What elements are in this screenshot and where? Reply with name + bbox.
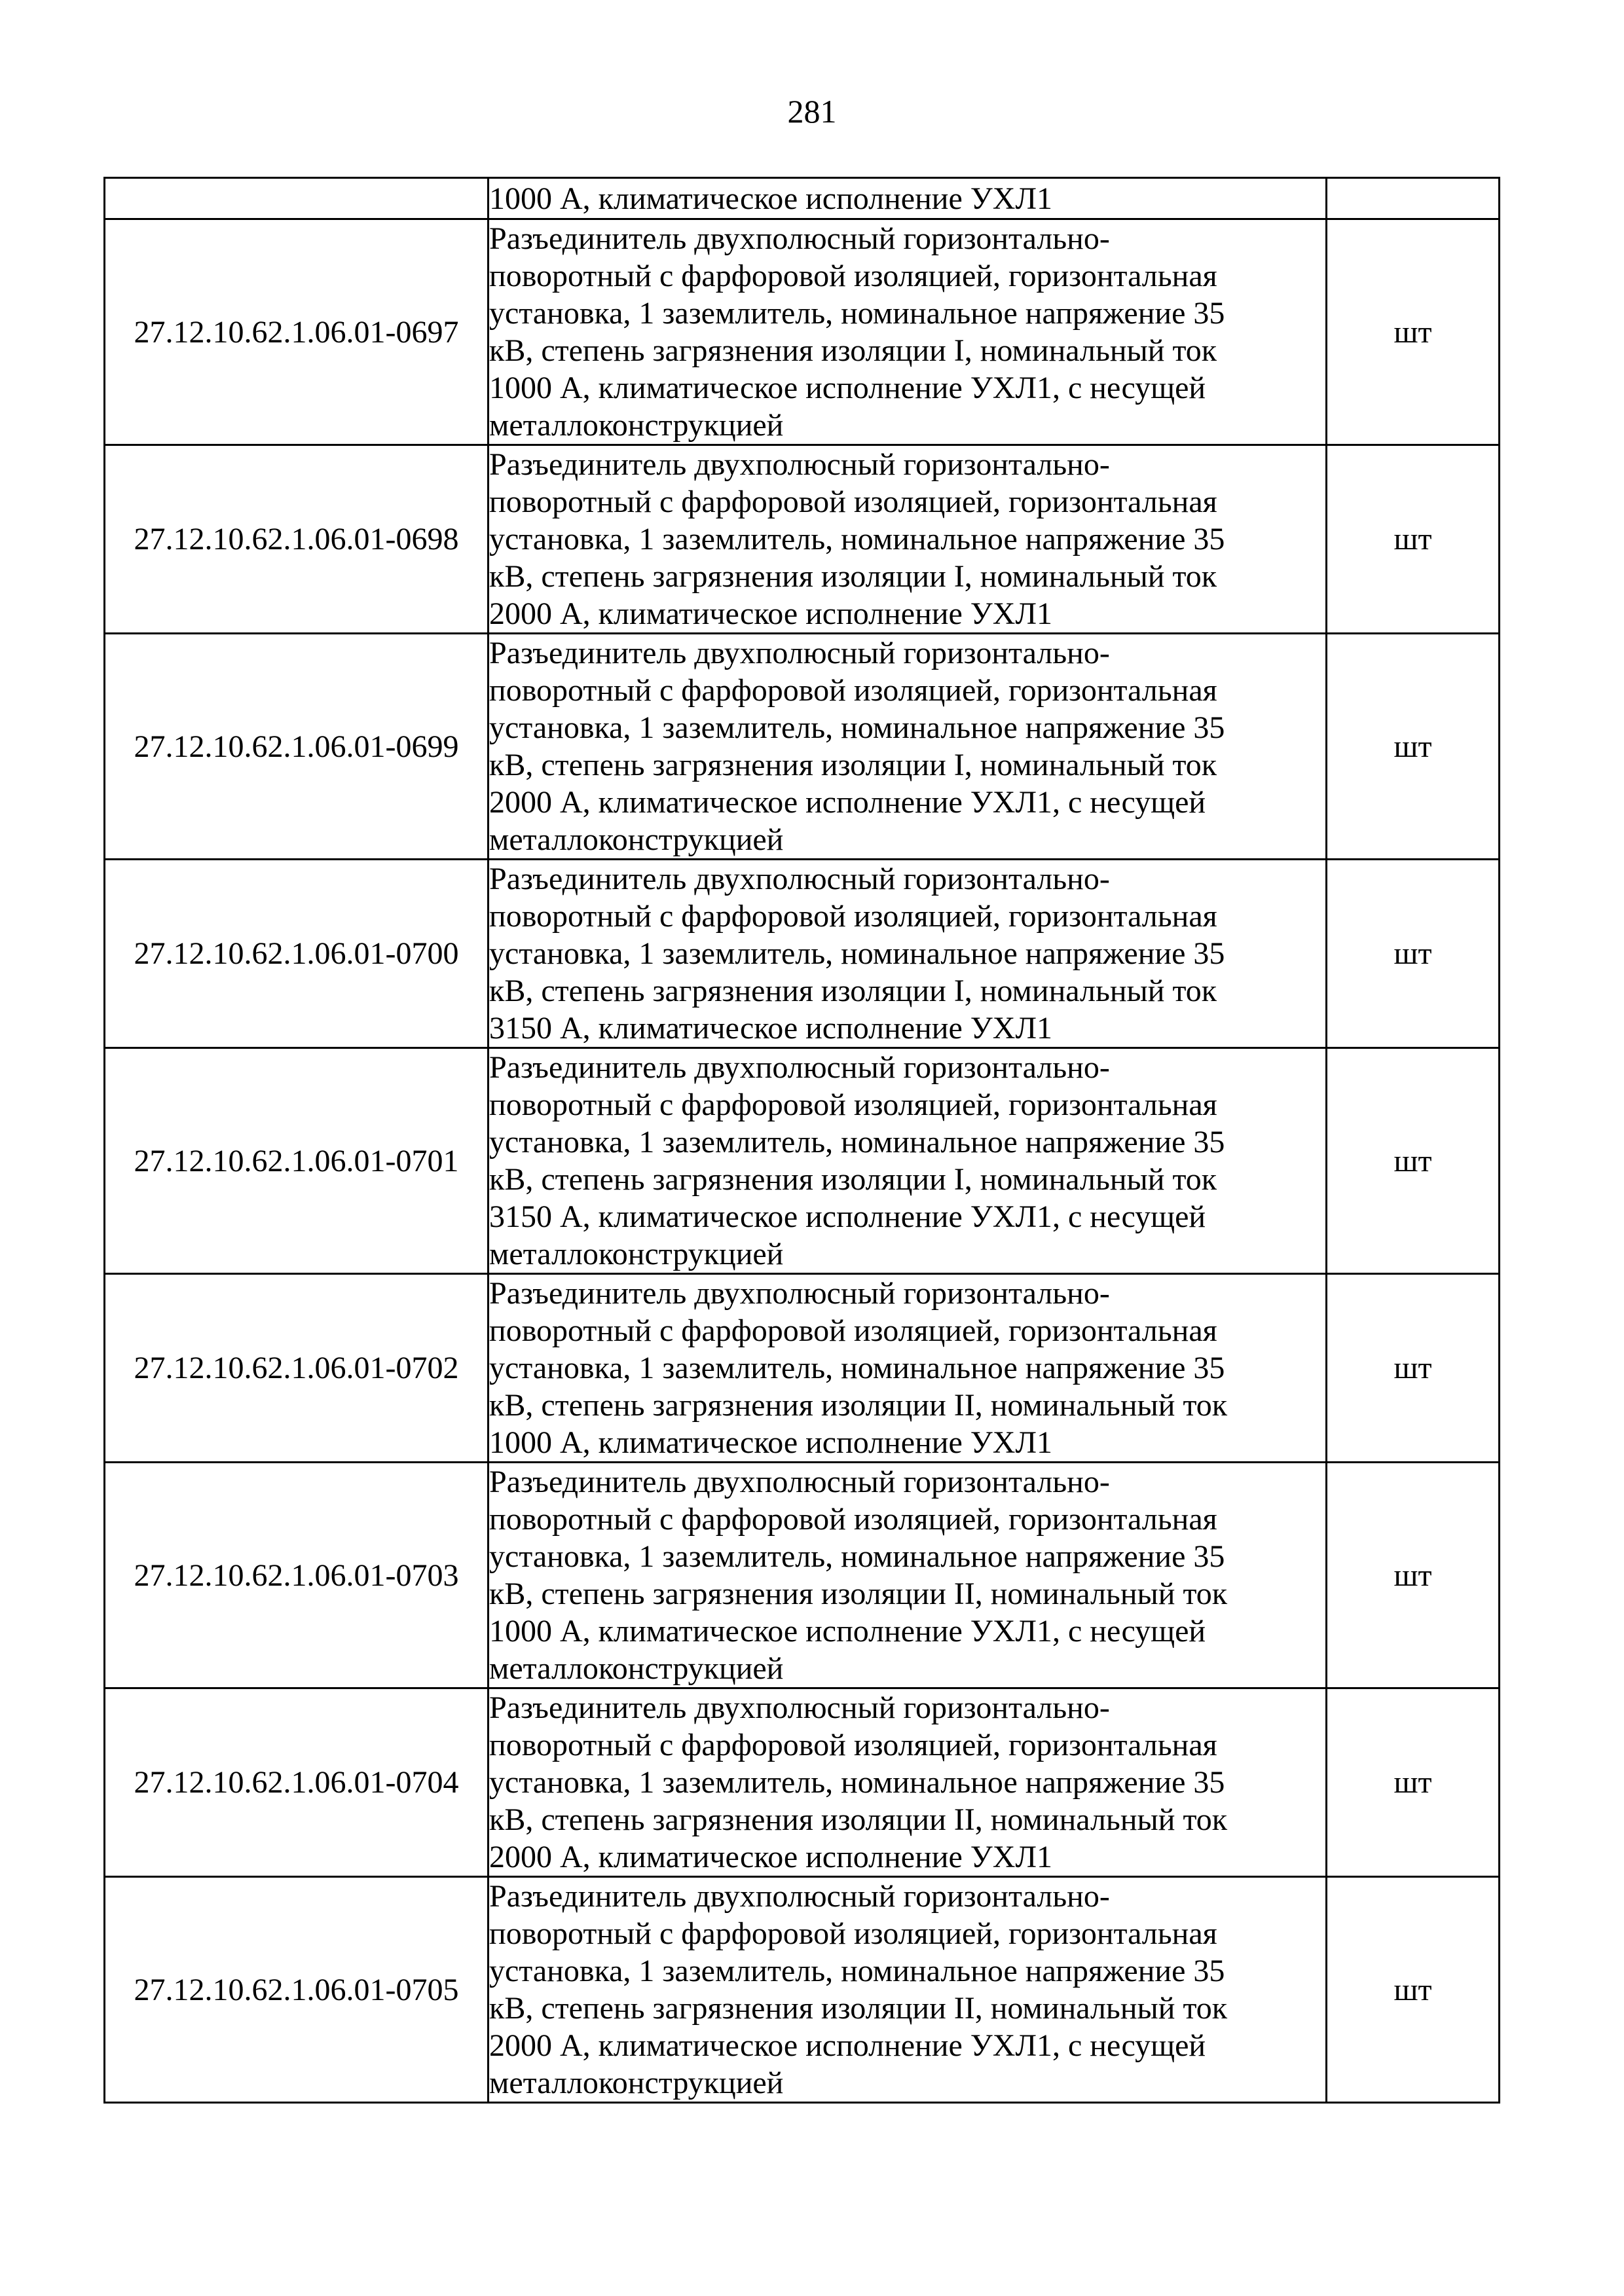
item-unit: шт [1327,445,1500,634]
item-description [489,1877,1327,2103]
item-description [489,219,1327,445]
description-line: Разъединитель двухполюсный горизонтально- [489,1465,1110,1499]
description-line: 1000 А, климатическое исполнение УХЛ1 [489,1425,1052,1460]
description-line: кВ, степень загрязнения изоляции II, номинальный ток [489,1802,1228,1837]
description-line: металлоконструкцией [489,408,784,443]
description-line: поворотный с фарфоровой изоляцией, горизонтальная [489,899,1217,934]
description-line: поворотный с фарфоровой изоляцией, горизонтальная [489,484,1217,519]
description-line: Разъединитель двухполюсный горизонтально- [489,221,1110,256]
description-line: Разъединитель двухполюсный горизонтально- [489,1050,1110,1085]
description-line: установка, 1 заземлитель, номинальное напряжение 35 [489,1125,1225,1159]
description-line: поворотный с фарфоровой изоляцией, горизонтальная [489,673,1217,708]
description-line: 2000 А, климатическое исполнение УХЛ1 [489,596,1052,631]
description-line: кВ, степень загрязнения изоляции II, номинальный ток [489,1576,1228,1611]
description-line: поворотный с фарфоровой изоляцией, горизонтальная [489,1087,1217,1122]
description-line: Разъединитель двухполюсный горизонтально- [489,447,1110,482]
item-description [489,1048,1327,1274]
item-unit [1327,178,1500,219]
description-line: кВ, степень загрязнения изоляции I, номинальный ток [489,1162,1217,1197]
description-line: металлоконструкцией [489,822,784,857]
description-line: установка, 1 заземлитель, номинальное напряжение 35 [489,522,1225,556]
description-line: 3150 А, климатическое исполнение УХЛ1 [489,1011,1052,1046]
table-row [105,1274,1500,1463]
description-line: установка, 1 заземлитель, номинальное напряжение 35 [489,1765,1225,1800]
item-description [489,445,1327,634]
description-line: кВ, степень загрязнения изоляции II, номинальный ток [489,1388,1228,1423]
item-unit: шт [1327,860,1500,1048]
description-line: поворотный с фарфоровой изоляцией, горизонтальная [489,1313,1217,1348]
item-code: 27.12.10.62.1.06.01-0704 [105,1688,489,1877]
description-line: Разъединитель двухполюсный горизонтально- [489,862,1110,896]
item-code: 27.12.10.62.1.06.01-0702 [105,1274,489,1463]
item-code: 27.12.10.62.1.06.01-0698 [105,445,489,634]
item-unit: шт [1327,1688,1500,1877]
table-row [105,1048,1500,1274]
description-line: Разъединитель двухполюсный горизонтально- [489,1690,1110,1725]
item-unit: шт [1327,1463,1500,1688]
table-row [105,1688,1500,1877]
table-row [105,860,1500,1048]
description-line: 3150 А, климатическое исполнение УХЛ1, с несущей [489,1199,1206,1234]
description-line: 1000 А, климатическое исполнение УХЛ1, с несущей [489,371,1206,405]
description-line: поворотный с фарфоровой изоляцией, горизонтальная [489,1728,1217,1762]
description-line: 1000 А, климатическое исполнение УХЛ1 [489,181,1052,216]
table-row [105,178,1500,219]
item-description [489,1463,1327,1688]
description-line: установка, 1 заземлитель, номинальное напряжение 35 [489,296,1225,331]
item-code: 27.12.10.62.1.06.01-0700 [105,860,489,1048]
description-line: установка, 1 заземлитель, номинальное напряжение 35 [489,710,1225,745]
description-line: 2000 А, климатическое исполнение УХЛ1 [489,1840,1052,1874]
page-number: 281 [787,93,837,130]
item-description [489,178,1327,219]
table-row [105,634,1500,860]
description-line: кВ, степень загрязнения изоляции I, номинальный ток [489,748,1217,782]
item-code: 27.12.10.62.1.06.01-0697 [105,219,489,445]
description-line: установка, 1 заземлитель, номинальное напряжение 35 [489,1351,1225,1385]
item-code: 27.12.10.62.1.06.01-0699 [105,634,489,860]
description-line: поворотный с фарфоровой изоляцией, горизонтальная [489,259,1217,293]
item-description [489,860,1327,1048]
description-line: металлоконструкцией [489,2066,784,2100]
item-description [489,1688,1327,1877]
description-line: установка, 1 заземлитель, номинальное напряжение 35 [489,1954,1225,1988]
description-line: Разъединитель двухполюсный горизонтально- [489,1276,1110,1311]
item-code: 27.12.10.62.1.06.01-0703 [105,1463,489,1688]
item-unit: шт [1327,1274,1500,1463]
description-line: 2000 А, климатическое исполнение УХЛ1, с несущей [489,785,1206,820]
description-line: поворотный с фарфоровой изоляцией, горизонтальная [489,1916,1217,1951]
item-description [489,634,1327,860]
description-line: поворотный с фарфоровой изоляцией, горизонтальная [489,1502,1217,1537]
table-body [105,178,1500,2103]
description-line: металлоконструкцией [489,1237,784,1271]
table-row [105,1877,1500,2103]
description-line: 1000 А, климатическое исполнение УХЛ1, с несущей [489,1614,1206,1649]
description-line: кВ, степень загрязнения изоляции I, номинальный ток [489,974,1217,1008]
table-row [105,1463,1500,1688]
item-unit: шт [1327,219,1500,445]
description-line: Разъединитель двухполюсный горизонтально- [489,636,1110,670]
item-unit: шт [1327,1877,1500,2103]
item-unit: шт [1327,634,1500,860]
description-line: кВ, степень загрязнения изоляции II, номинальный ток [489,1991,1228,2026]
description-line: установка, 1 заземлитель, номинальное напряжение 35 [489,936,1225,971]
item-unit: шт [1327,1048,1500,1274]
resource-table [103,177,1500,2104]
description-line: металлоконструкцией [489,1651,784,1686]
item-description [489,1274,1327,1463]
item-code: 27.12.10.62.1.06.01-0705 [105,1877,489,2103]
table-row [105,445,1500,634]
description-line: Разъединитель двухполюсный горизонтально- [489,1879,1110,1914]
table-row [105,219,1500,445]
description-line: кВ, степень загрязнения изоляции I, номинальный ток [489,333,1217,368]
description-line: 2000 А, климатическое исполнение УХЛ1, с несущей [489,2028,1206,2063]
item-code [105,178,489,219]
item-code: 27.12.10.62.1.06.01-0701 [105,1048,489,1274]
description-line: кВ, степень загрязнения изоляции I, номинальный ток [489,559,1217,594]
description-line: установка, 1 заземлитель, номинальное напряжение 35 [489,1539,1225,1574]
